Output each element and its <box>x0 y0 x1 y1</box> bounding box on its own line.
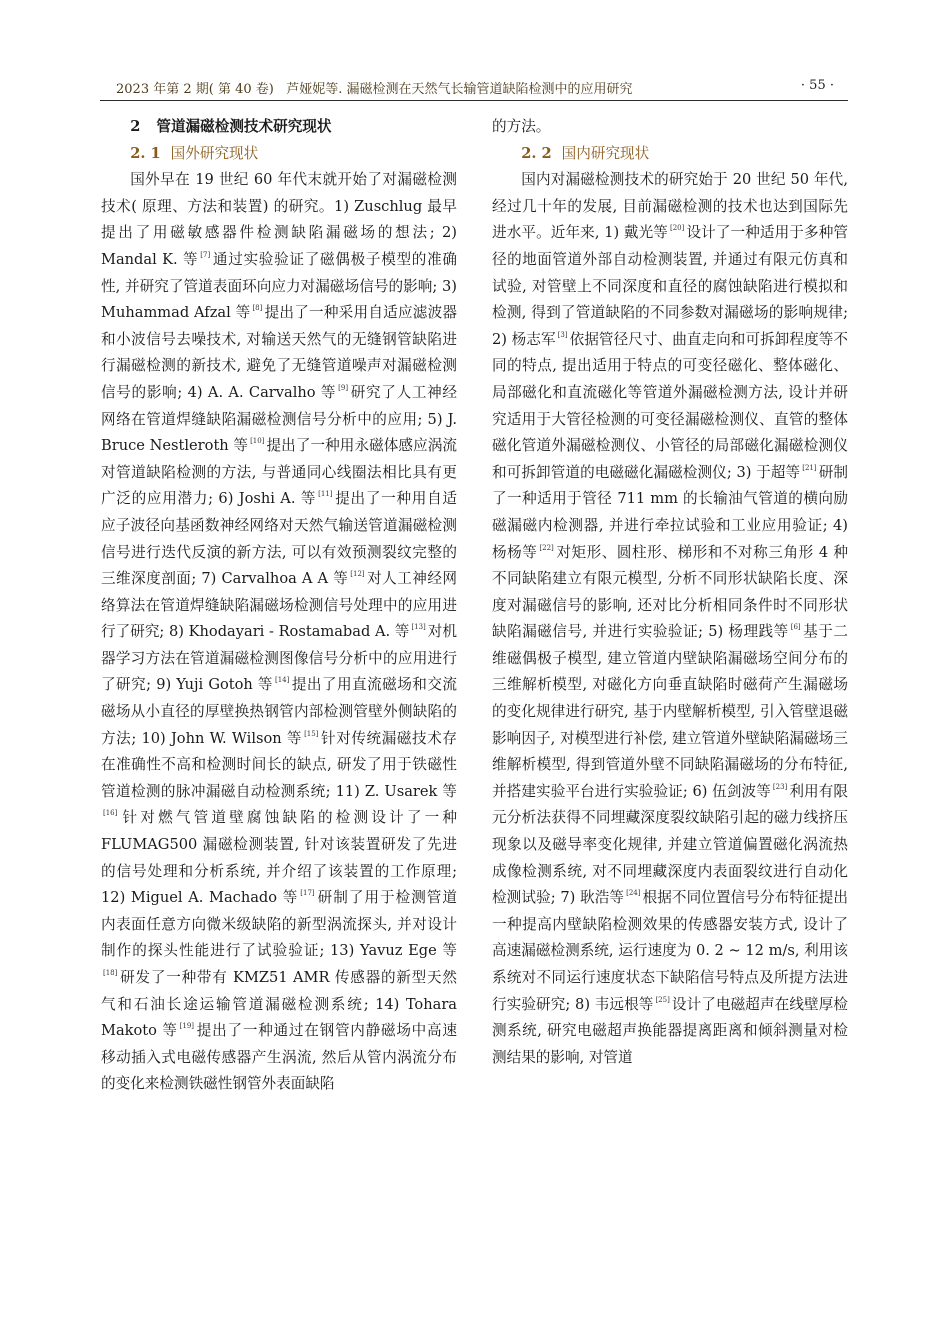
citation-ref[interactable]: [16] <box>103 809 118 818</box>
citation-ref[interactable]: [25] <box>655 995 670 1004</box>
subsection-number: 2. 1 <box>130 144 161 162</box>
body-paragraph: 国内对漏磁检测技术的研究始于 20 世纪 50 年代, 经过几十年的发展, 目前漏磁检测的技术也达到国际先进水平。近年来, 1) 戴光等 [20] 设计了一种适用于多种管径的地面管道外部自动检测装置, 并通过有限元仿真和试验, 对管壁上不同深度和直径的腐蚀缺陷进行模拟和检测, 得到了管道缺陷的不同参数对漏磁场的影响规律; 2) 杨志军 [3] 依据管径尺寸、曲直走向和可拆卸程度等不同的特点, 提出适用于特点的可变径磁化、整体磁化、局部磁化和直流磁化等管道外漏磁检测方法, 设计并研究适用于大管径检测的可变径漏磁检测仪、直管的整体磁化管道外漏磁检测仪、小管径的局部磁化漏磁检测仪和可拆卸管道的电磁磁化漏磁检测仪; 3) 于超等 [21] 研制了一种适用于管径 711 mm 的长输油气管道的横向励磁漏磁内检测器, 并进行牵拉试验和工业应用验证; 4) 杨杨等 [22] 对矩形、圆柱形、梯形和不对称三角形 4 种不同缺陷建立有限元模型, 分析不同形状缺陷长度、深度对漏磁信号的影响, 还对比分析相同条件时不同形状缺陷漏磁信号, 并进行实验验证; 5) 杨理践等 [6] 基于二维磁偶极子模型, 建立管道内壁缺陷漏磁场空间分布的三维解析模型, 对磁化方向垂直缺陷时磁荷产生漏磁场的变化规律进行研究, 基于内壁解析模型, 引入管壁退磁影响因子, 对模型进行补偿, 建立管道外壁缺陷漏磁场三维解析模型, 得到管道外壁不同缺陷漏磁场的分布特征, 并搭建实验平台进行实验验证; 6) 伍剑波等 [23] 利用有限元分析法获得不同埋藏深度裂纹缺陷引起的磁力线挤压现象以及磁导率变化规律, 并建立管道偏置磁化涡流热成像检测系统, 对不同埋藏深度内表面裂纹进行自动化检测试验; 7) 耿浩等 [24] 根据不同位置信号分布特征提出一种提高内壁缺陷检测效果的传感器安装方式, 设计了高速漏磁检测系统, 运行速度为 0. 2 ~ 12 m/s, 利用该系统对不同运行速度状态下缺陷信号特点及所提方法进行实验研究; 8) 韦远根等 [25] 设计了电磁超声在线壁厚检测系统, 研究电磁超声换能器提离距离和倾斜测量对检测结果的影响, 对管道 <box>492 171 848 1066</box>
section-number: 2 <box>130 118 141 135</box>
citation-ref[interactable]: [3] <box>557 330 568 339</box>
header-citation <box>116 78 633 97</box>
journal-issue: 2023 年第 2 期( 第 40 卷) <box>116 82 274 97</box>
header-rule <box>100 100 848 101</box>
continued-text: 的方法。 <box>492 118 551 135</box>
citation-ref[interactable]: [8] <box>252 304 263 313</box>
citation-ref[interactable]: [24] <box>626 889 641 898</box>
citation-ref[interactable]: [20] <box>670 224 685 233</box>
citation-ref[interactable]: [15] <box>304 729 319 738</box>
citation-ref[interactable]: [14] <box>274 676 290 685</box>
subsection-number: 2. 2 <box>521 144 552 162</box>
citation-ref[interactable]: [9] <box>338 383 349 392</box>
citation-ref[interactable]: [17] <box>300 889 315 898</box>
section-title: 管道漏磁检测技术研究现状 <box>156 118 332 135</box>
subsection-heading <box>492 141 848 168</box>
citation-ref[interactable]: [22] <box>539 543 554 552</box>
citation-ref[interactable]: [23] <box>772 782 788 791</box>
body-paragraph: 国外早在 19 世纪 60 年代末就开始了对漏磁检测技术( 原理、方法和装置) 的研究。1) Zuschlug 最早提出了用磁敏感器件检测缺陷漏磁场的想法; 2) Mandal K. 等 [7] 通过实验验证了磁偶极子模型的准确性, 并研究了管道表面环向应力对漏磁场信号的影响; 3) Muhammad Afzal 等 [8] 提出了一种采用自适应滤波器和小波信号去噪技术, 对输送天然气的无缝钢管缺陷进行漏磁检测的新技术, 避免了无缝管道噪声对漏磁检测信号的影响; 4) A. A. Carvalho 等 [9] 研究了人工神经网络在管道焊缝缺陷漏磁检测信号分析中的应用; 5) J. Bruce Nestleroth 等 [10] 提出了一种用永磁体感应涡流对管道缺陷检测的方法, 与普通同心线圈法相比具有更广泛的应用潜力; 6) Joshi A. 等 [11] 提出了一种用自适应子波径向基函数神经网络对天然气输送管道漏磁检测信号进行迭代反演的新方法, 可以有效预测裂纹完整的三维深度剖面; 7) Carvalhoa A A 等 [12] 对人工神经网络算法在管道焊缝缺陷漏磁场检测信号处理中的应用进行了研究; 8) Khodayari - Rostamabad A. 等 [13] 对机器学习方法在管道漏磁检测图像信号分析中的应用进行了研究; 9) Yuji Gotoh 等 [14] 提出了用直流磁场和交流磁场从小直径的厚壁换热钢管内部检测管壁外侧缺陷的方法; 10) John W. Wilson 等 [15] 针对传统漏磁技术存在准确性不高和检测时间长的缺点, 研发了用于铁磁性管道检测的脉冲漏磁自动检测系统; 11) Z. Usarek 等[16] 针对燃气管道壁腐蚀缺陷的检测设计了一种 FLUMAG500 漏磁检测装置, 针对该装置研发了先进的信号处理和分析系统, 并介绍了该装置的工作原理; 12) Miguel A. Machado 等 [17] 研制了用于检测管道内表面任意方向微米级缺陷的新型涡流探头, 并对设计制作的探头性能进行了试验验证; 13) Yavuz Ege 等[18] 研发了一种带有 KMZ51 AMR 传感器的新型天然气和石油长途运输管道漏磁检测系统; 14) Tohara Makoto 等 [19] 提出了一种通过在钢管内静磁场中高速移动插入式电磁传感器产生涡流, 然后从管内涡流分布的变化来检测铁磁性钢管外表面缺陷 <box>101 171 457 1093</box>
left-column <box>101 114 457 1098</box>
citation-ref[interactable]: [6] <box>790 623 801 632</box>
citation-ref[interactable]: [18] <box>103 969 118 977</box>
citation-ref[interactable]: [12] <box>350 570 365 579</box>
running-header <box>100 78 848 98</box>
subsection-title: 国外研究现状 <box>170 144 259 162</box>
right-column <box>492 114 848 1071</box>
citation-ref[interactable]: [7] <box>200 250 211 259</box>
article-running-title: 芦娅妮等. 漏磁检测在天然气长输管道缺陷检测中的应用研究 <box>286 82 633 97</box>
citation-ref[interactable]: [19] <box>179 1022 195 1031</box>
citation-ref[interactable]: [13] <box>411 623 426 632</box>
citation-ref[interactable]: [11] <box>318 490 333 499</box>
subsection-title: 国内研究现状 <box>561 144 650 162</box>
page-number: · 55 · <box>800 78 834 93</box>
citation-ref[interactable]: [21] <box>802 463 817 472</box>
section-heading <box>101 114 457 141</box>
citation-ref[interactable]: [10] <box>250 437 265 446</box>
subsection-heading <box>101 141 457 168</box>
